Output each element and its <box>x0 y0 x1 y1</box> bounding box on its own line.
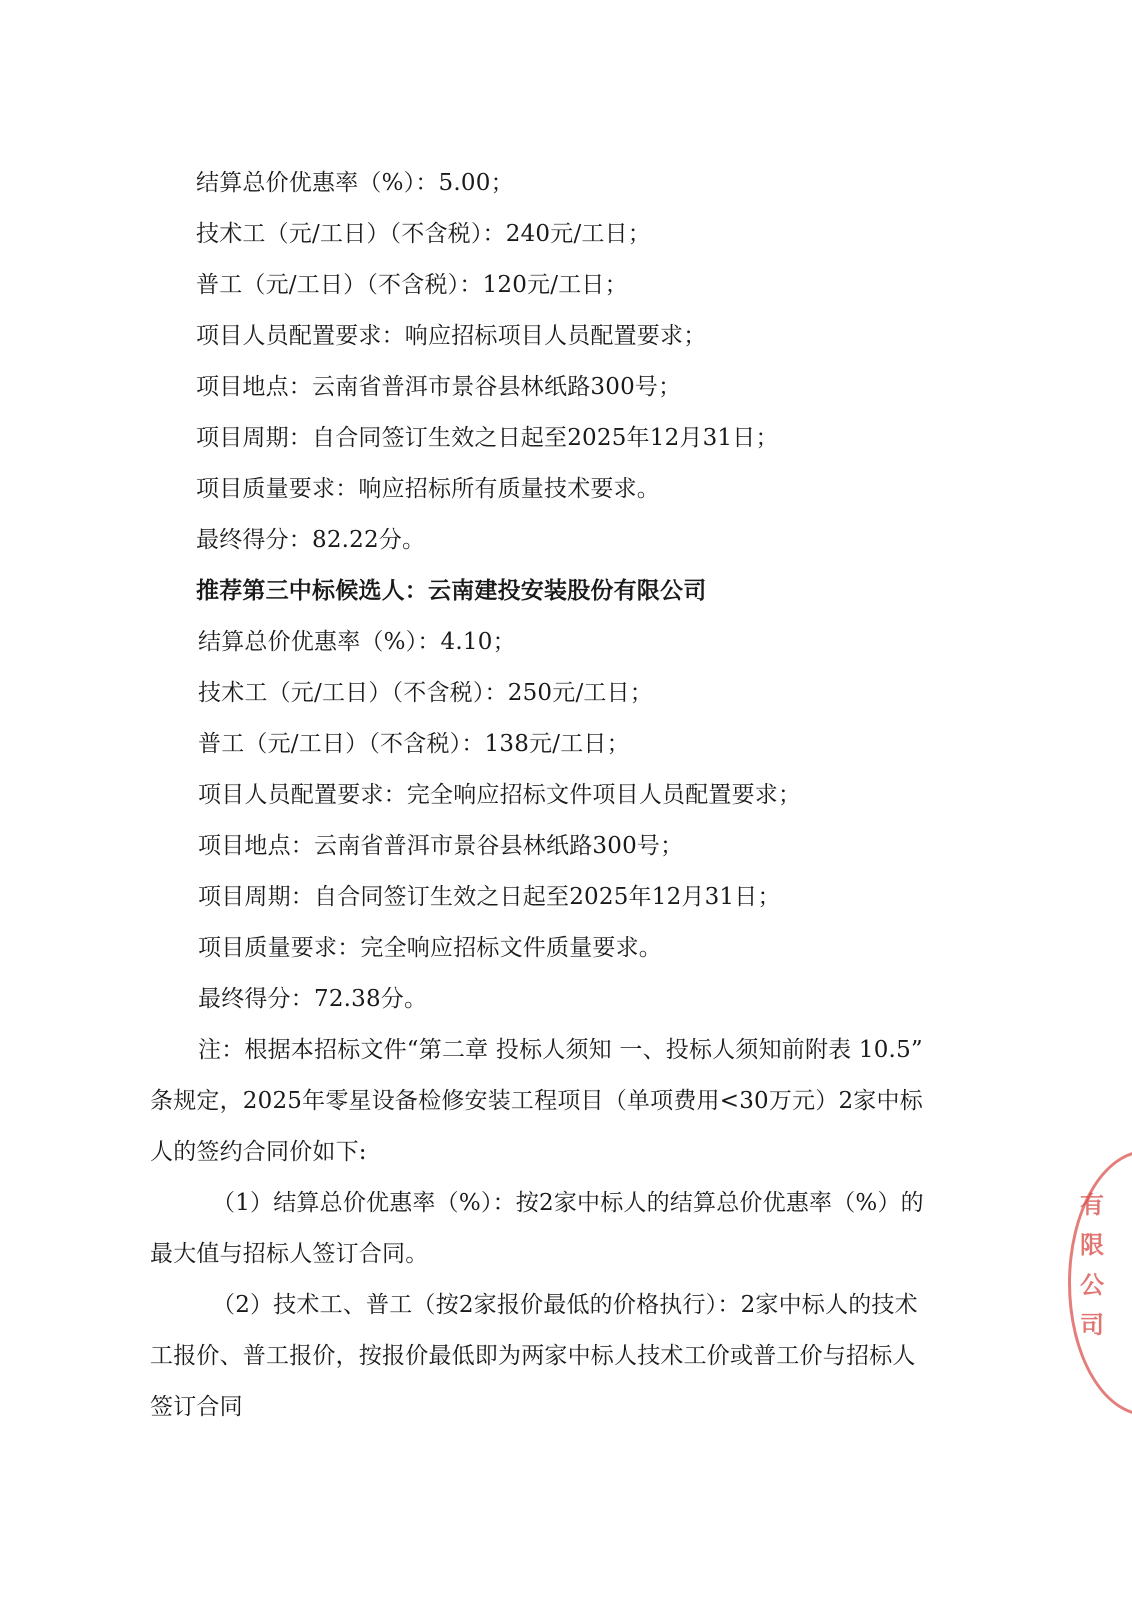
text-line-location-3: 项目地点：云南省普洱市景谷县林纸路300号； <box>198 833 684 859</box>
note-line-1: 注：根据本招标文件“第二章 投标人须知 一、投标人须知前附表 10.5” <box>198 1037 923 1063</box>
clause-1-line-2: 最大值与招标人签订合同。 <box>150 1241 429 1267</box>
text-line-staff-req-2: 项目人员配置要求：响应招标项目人员配置要求； <box>196 323 707 349</box>
text-line-period-2: 项目周期：自合同签订生效之日起至2025年12月31日； <box>196 425 779 451</box>
clause-2-line-1: （2）技术工、普工（按2家报价最低的价格执行）：2家中标人的技术 <box>212 1292 918 1318</box>
text-line-period-3: 项目周期：自合同签订生效之日起至2025年12月31日； <box>198 884 781 910</box>
company-seal-text: 有限公司 <box>1080 1190 1104 1339</box>
clause-2-line-3: 签订合同 <box>150 1394 243 1420</box>
clause-2-line-2: 工报价、普工报价，按报价最低即为两家中标人技术工价或普工价与招标人 <box>150 1343 916 1369</box>
note-line-2: 条规定，2025年零星设备检修安装工程项目（单项费用<30万元）2家中标 <box>150 1088 923 1114</box>
text-line-location-2: 项目地点：云南省普洱市景谷县林纸路300号； <box>196 374 682 400</box>
note-line-3: 人的签约合同价如下: <box>150 1139 367 1165</box>
text-line-skilled-worker-2: 技术工（元/工日）（不含税）：240元/工日； <box>196 221 651 247</box>
text-line-discount-rate-3: 结算总价优惠率（%）：4.10； <box>198 629 516 655</box>
text-line-general-worker-3: 普工（元/工日）（不含税）：138元/工日； <box>198 731 630 757</box>
text-line-staff-req-3: 项目人员配置要求：完全响应招标文件项目人员配置要求； <box>198 782 802 808</box>
text-line-skilled-worker-3: 技术工（元/工日）（不含税）：250元/工日； <box>198 680 653 706</box>
text-line-quality-2: 项目质量要求：响应招标所有质量技术要求。 <box>196 476 660 502</box>
text-line-score-3: 最终得分：72.38分。 <box>198 986 428 1012</box>
text-line-discount-rate-2: 结算总价优惠率（%）：5.00； <box>196 170 514 196</box>
text-line-quality-3: 项目质量要求：完全响应招标文件质量要求。 <box>198 935 662 961</box>
text-line-general-worker-2: 普工（元/工日）（不含税）：120元/工日； <box>196 272 628 298</box>
third-candidate-heading: 推荐第三中标候选人：云南建投安装股份有限公司 <box>196 577 707 604</box>
text-line-score-2: 最终得分：82.22分。 <box>196 527 426 553</box>
clause-1-line-1: （1）结算总价优惠率（%）：按2家中标人的结算总价优惠率（%）的 <box>212 1190 924 1216</box>
